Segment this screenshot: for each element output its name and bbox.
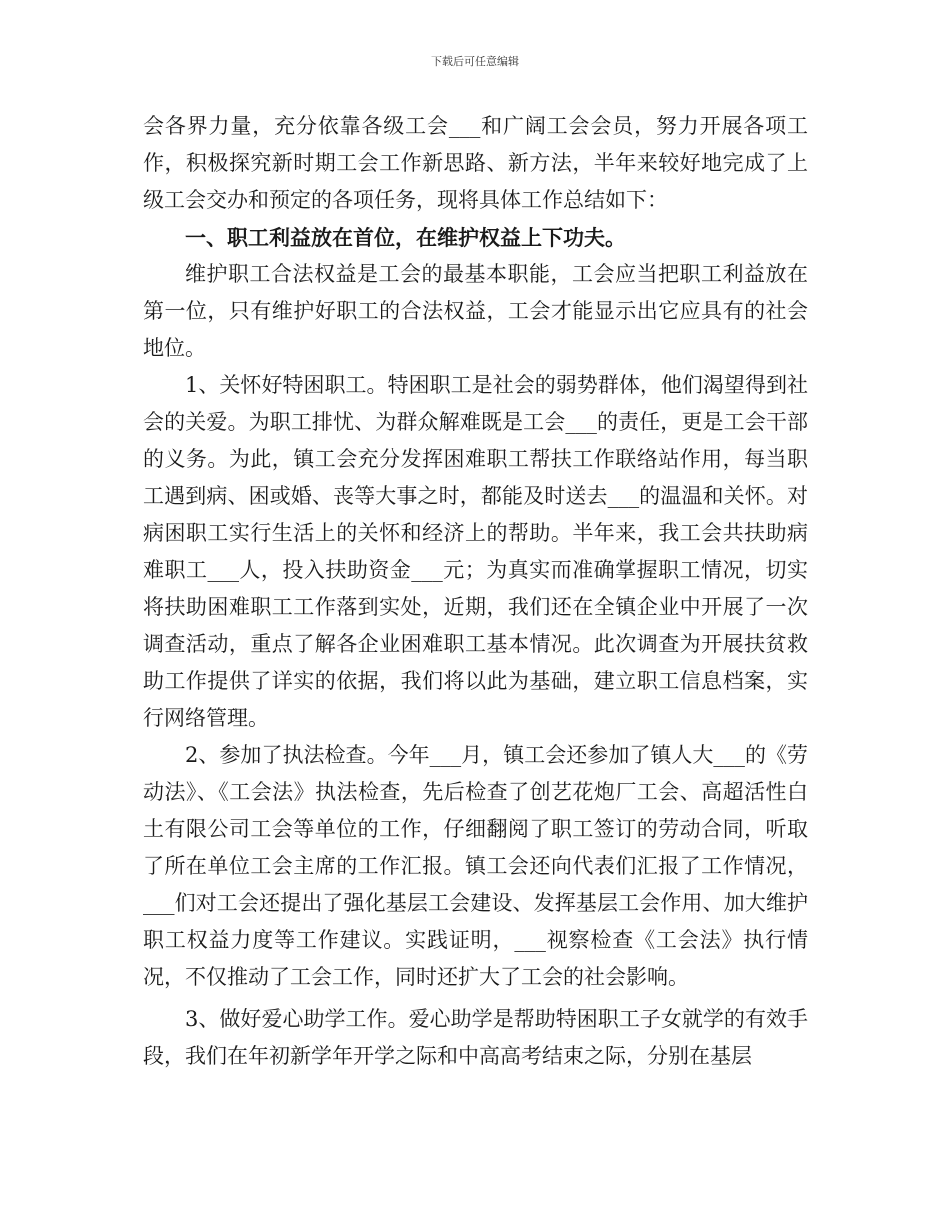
paragraph-item-2: 2、参加了执法检查。今年___月，镇工会还参加了镇人大___的《劳动法》、《工会法》执法检查，先后检查了创艺花炮厂工会、高超活性白土有限公司工会等单位的工作，仔细翻阅了职工签订的劳动合同，听取了所在单位工会主席的工作汇报。镇工会还向代表们汇报了工作情况，___们对工会还提出了强化基层工会建设、发挥基层工会作用、加大维护职工权益力度等工作建议。实践证明，___视察检查《工会法》执行情况，不仅推动了工会工作，同时还扩大了工会的社会影响。 [143, 743, 808, 989]
document-body [143, 108, 808, 1075]
paragraph-rights: 维护职工合法权益是工会的最基本职能，工会应当把职工利益放在第一位，只有维护好职工的合法权益，工会才能显示出它应具有的社会地位。 [143, 262, 808, 360]
paragraph-item-1: 1、关怀好特困职工。特困职工是社会的弱势群体，他们渴望得到社会的关爱。为职工排忧、为群众解难既是工会___的责任，更是工会干部的义务。为此，镇工会充分发挥困难职工帮扶工作联络站作用，每当职工遇到病、困或婚、丧等大事之时，都能及时送去___的温温和关怀。对病困职工实行生活上的关怀和经济上的帮助。半年来，我工会共扶助病难职工___人，投入扶助资金___元；为真实而准确掌握职工情况，切实将扶助困难职工工作落到实处，近期，我们还在全镇企业中开展了一次调查活动，重点了解各企业困难职工基本情况。此次调查为开展扶贫救助工作提供了详实的依据，我们将以此为基础，建立职工信息档案，实行网络管理。 [143, 373, 808, 730]
section-heading-1: 一、职工利益放在首位，在维护权益上下功夫。 [185, 225, 626, 250]
paragraph-item-3: 3、做好爱心助学工作。爱心助学是帮助特困职工子女就学的有效手段，我们在年初新学年开学之际和中高高考结束之际，分别在基层 [143, 1007, 808, 1068]
paragraph-intro: 会各界力量，充分依靠各级工会___和广阔工会会员，努力开展各项工作，积极探究新时期工会工作新思路、新方法，半年来较好地完成了上级工会交办和预定的各项任务，现将具体工作总结如下： [143, 114, 808, 212]
page-header: 下载后可任意编辑 [431, 55, 519, 68]
